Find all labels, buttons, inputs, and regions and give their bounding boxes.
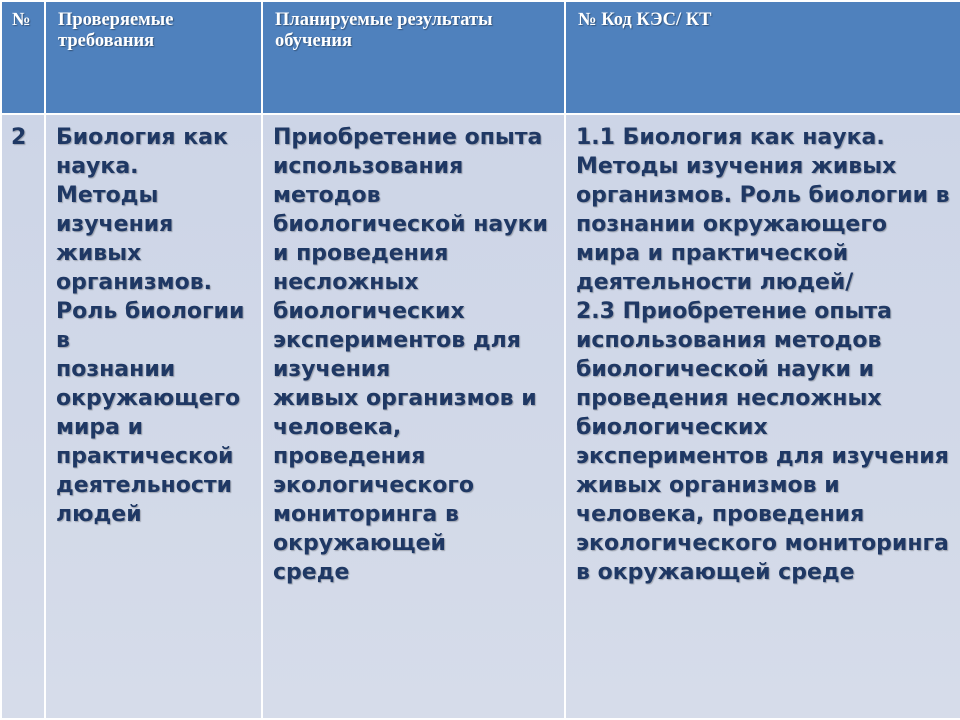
row-planned-result: Приобретение опыта использования методов биологической науки и проведения несложных биологических экспериментов для изучения живых организмов и человека, проведения экологического мониторинга в окружающей среде bbox=[262, 114, 565, 719]
table-header bbox=[1, 1, 960, 114]
table-body bbox=[1, 114, 960, 719]
header-codes: № Код КЭС/ КТ bbox=[565, 1, 960, 114]
header-planned-results: Планируемые результаты обучения bbox=[262, 1, 565, 114]
row-requirement: Биология как наука. Методы изучения живых организмов. Роль биологии в познании окружающего мира и практической деятельности людей bbox=[45, 114, 262, 719]
table-row bbox=[1, 114, 960, 719]
header-requirements: Проверяемые требования bbox=[45, 1, 262, 114]
header-number: № bbox=[1, 1, 45, 114]
row-number: 2 bbox=[1, 114, 45, 719]
row-codes: 1.1 Биология как наука. Методы изучения живых организмов. Роль биологии в познании окружающего мира и практической деятельности людей/ 2.3 Приобретение опыта использования методов биологической науки и проведения несложных биологических экспериментов для изучения живых организмов и человека, проведения экологического мониторинга в окружающей среде bbox=[565, 114, 960, 719]
header-row bbox=[1, 1, 960, 114]
